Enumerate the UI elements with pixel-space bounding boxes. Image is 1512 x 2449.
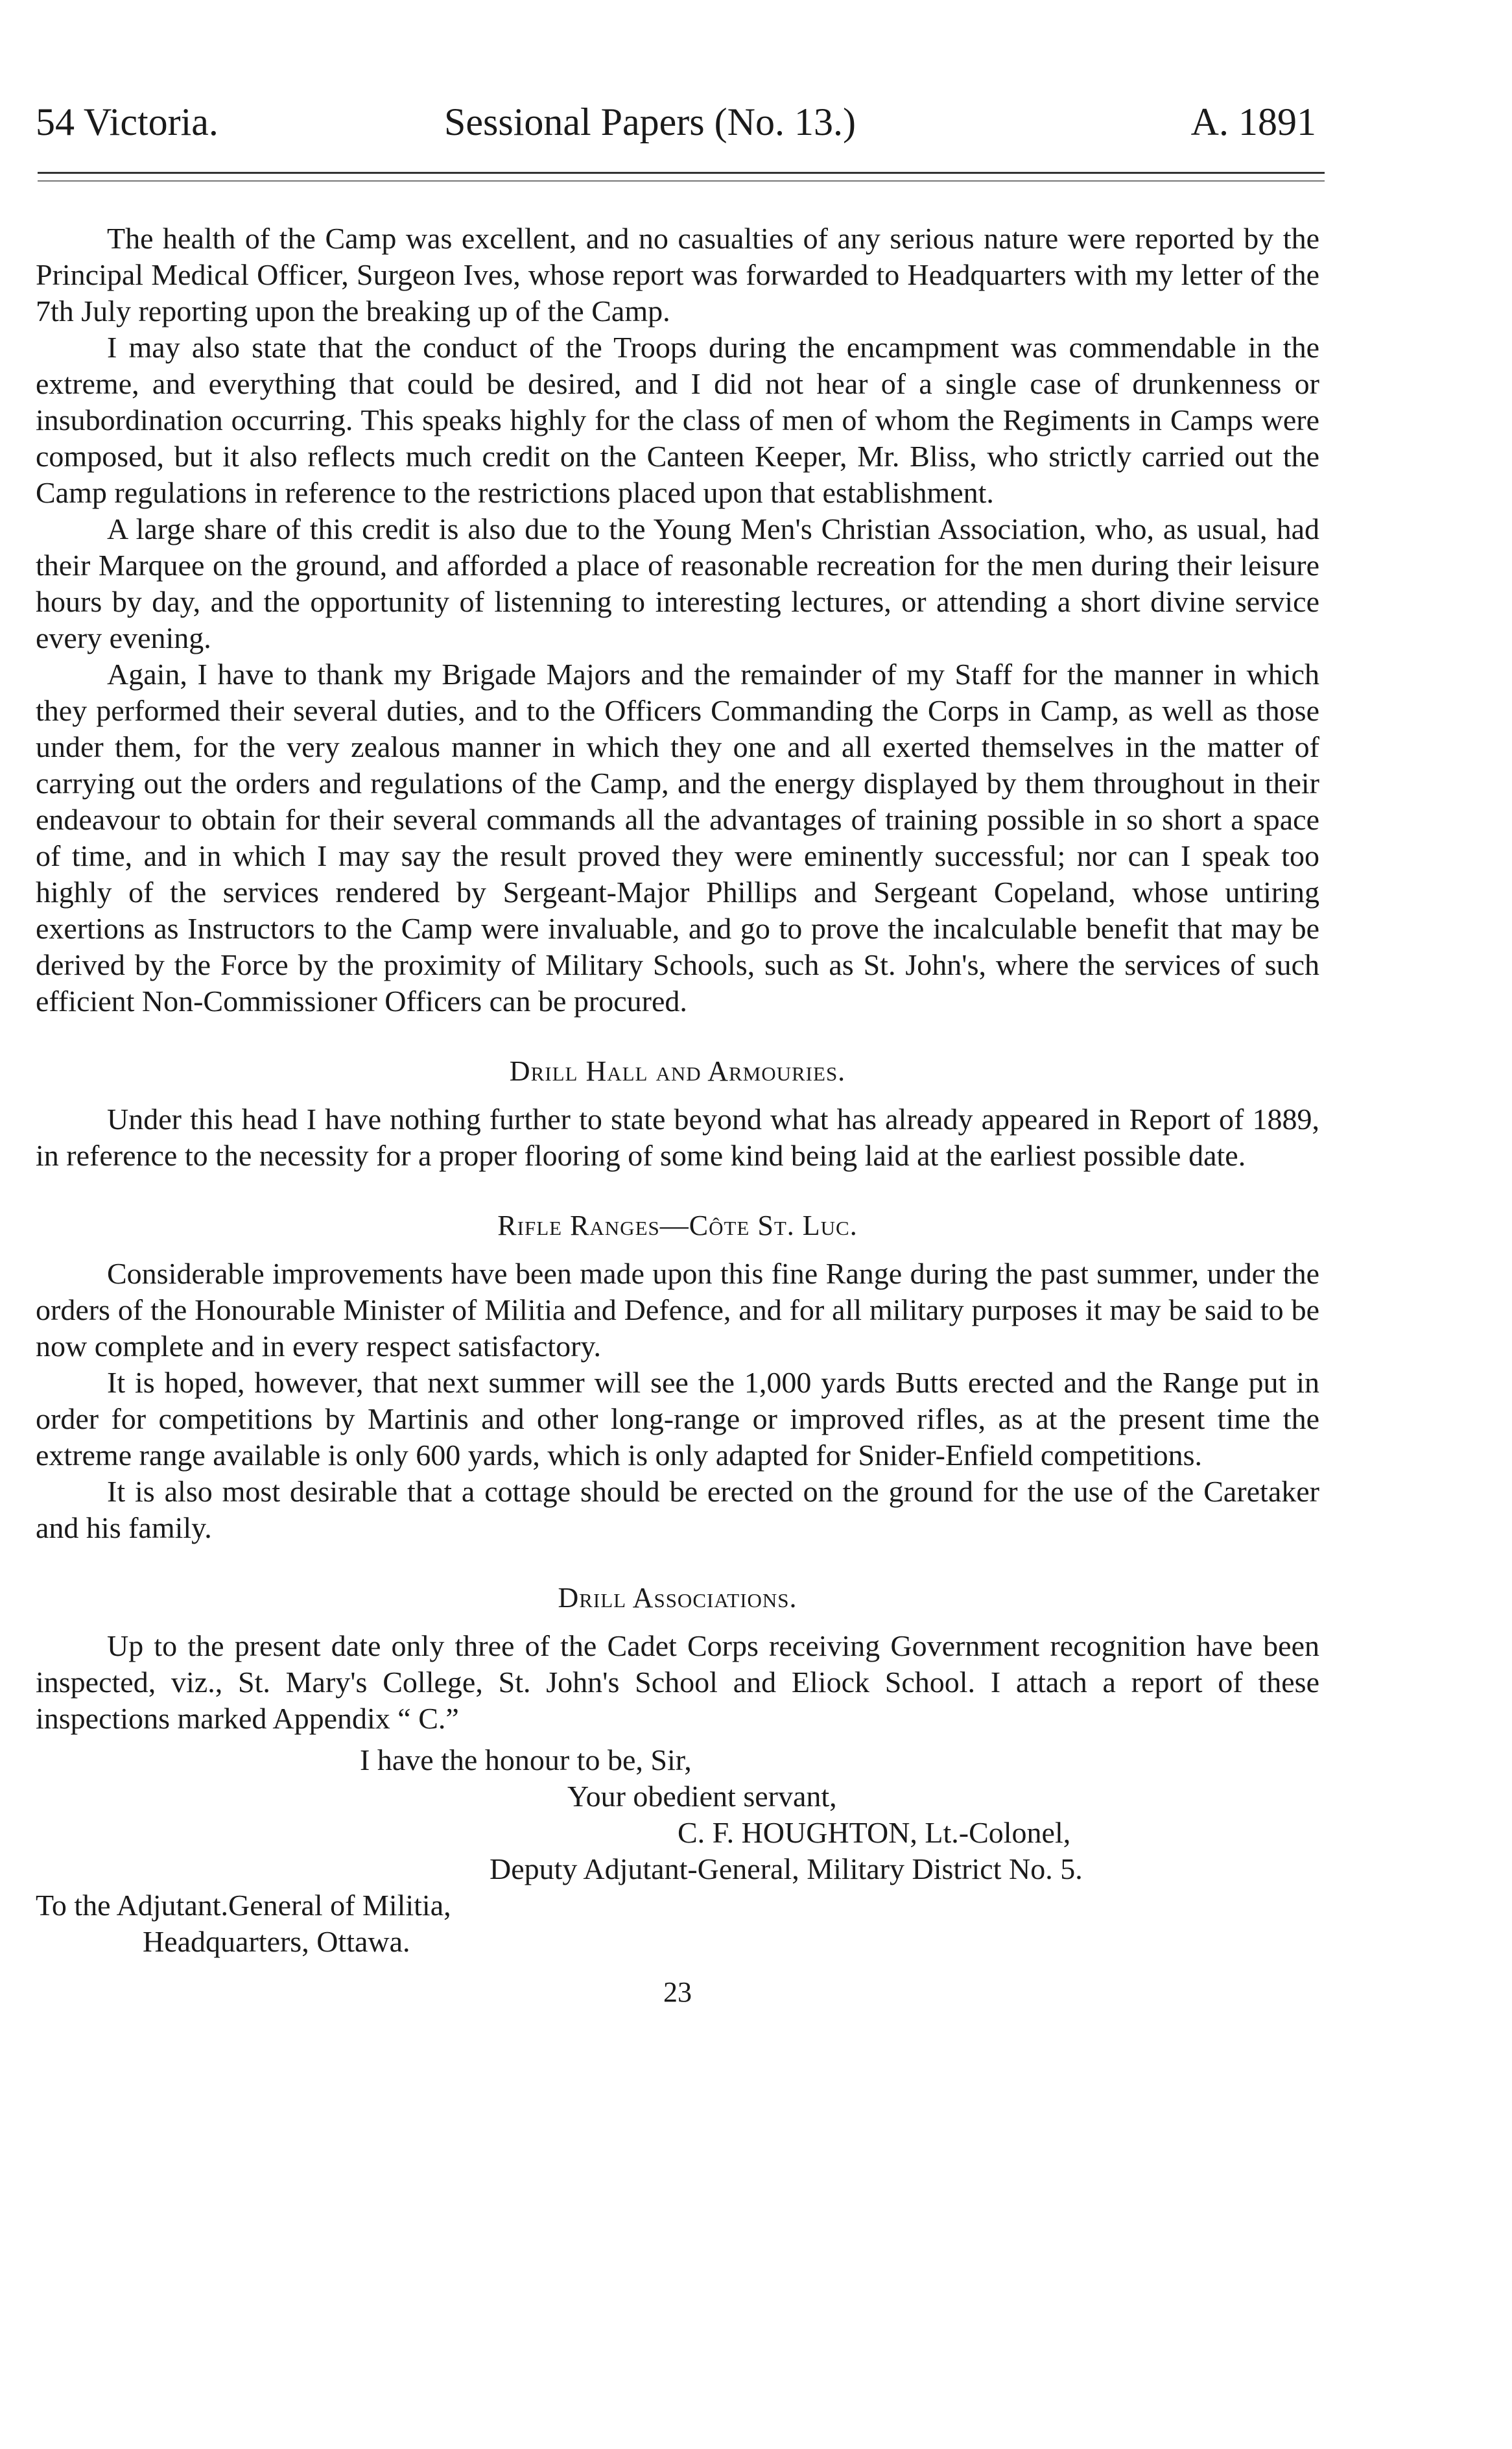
page-number: 23 xyxy=(663,1976,692,2008)
paragraph-thanks: Again, I have to thank my Brigade Majors and the remainder of my Staff for the manner in which they performed their several duties, and to the Officers Commanding the Corps in Camp, as well as those under them, for the very zealous manner in which they one and all exerted themselves in the matter of carrying out the orders and regulations of the Camp, and the energy displayed by them throughout in their endeavour to obtain for their several commands all the advantages of training possible in so short a space of time, and in which I may say the result proved they were eminently successful; nor can I speak too highly of the services rendered by Sergeant-Major Phillips and Sergeant Copeland, whose untiring exertions as Instructors to the Camp were invaluable, and go to prove the incalculable benefit that may be derived by the Force by the proximity of Military Schools, such as St. John's, where the services of such efficient Non-Commissioner Officers can be procured. xyxy=(36,658,1319,1018)
running-header xyxy=(36,96,1316,148)
header-title: Sessional Papers (No. 13.) xyxy=(444,101,856,143)
paragraph-range-improvements: Considerable improvements have been made upon this fine Range during the past summer, under the orders of the Honourable Minister of Militia and Defence, and for all military purposes it may be said to be now complete and in every respect satisfactory. xyxy=(36,1257,1319,1363)
signature-block xyxy=(36,1742,1319,1887)
signature-name: C. F. HOUGHTON, Lt.-Colonel, xyxy=(678,1816,1071,1849)
paragraph-range-cottage: It is also most desirable that a cottage should be erected on the ground for the use of the Caretaker and his family. xyxy=(36,1475,1319,1544)
recipient-address xyxy=(36,1887,1319,1960)
address-line-1: To the Adjutant.General of Militia, xyxy=(36,1889,451,1922)
heading-drill-associations: Drill Associations. xyxy=(558,1582,797,1614)
body-text xyxy=(36,221,1319,2011)
address-line-2: Headquarters, Ottawa. xyxy=(143,1925,410,1958)
heading-drill-hall: Drill Hall and Armouries. xyxy=(509,1055,846,1087)
signature-closing: I have the honour to be, Sir, xyxy=(360,1743,692,1776)
paragraph-ymca: A large share of this credit is also due to the Young Men's Christian Association, who, as usual, had their Marquee on the ground, and afforded a place of reasonable recreation for the men during their leisure hours by day, and the opportunity of listenning to interesting lectures, or attending a short divine service every evening. xyxy=(36,512,1319,654)
header-rule xyxy=(38,172,1325,174)
header-rule-secondary xyxy=(38,180,1325,182)
paragraph-cadet-corps: Up to the present date only three of the Cadet Corps receiving Government recognition have been inspected, viz., St. Mary's College, St. John's School and Eliock School. I attach a report of these inspections marked Appendix “ C.” xyxy=(36,1629,1319,1735)
paragraph-camp-health: The health of the Camp was excellent, and no casualties of any serious nature were reported by the Principal Medical Officer, Surgeon Ives, whose report was forwarded to Headquarters with my letter of the 7th July reporting upon the breaking up of the Camp. xyxy=(36,222,1319,328)
paragraph-range-butts: It is hoped, however, that next summer will see the 1,000 yards Butts erected and the Range put in order for competitions by Martinis and other long-range or improved rifles, as at the present time the extreme range available is only 600 yards, which is only adapted for Snider-Enfield competitions. xyxy=(36,1366,1319,1472)
paragraph-drill-hall: Under this head I have nothing further to state beyond what has already appeared in Report of 1889, in reference to the necessity for a proper flooring of some kind being laid at the earliest possible date. xyxy=(36,1103,1319,1172)
header-volume: 54 Victoria. xyxy=(36,101,219,143)
heading-rifle-ranges: Rifle Ranges—Côte St. Luc. xyxy=(497,1210,858,1241)
signature-title: Deputy Adjutant-General, Military District No. 5. xyxy=(490,1852,1083,1885)
header-year: A. 1891 xyxy=(1190,101,1316,143)
paragraph-troop-conduct: I may also state that the conduct of the Troops during the encampment was commendable in the extreme, and everything that could be desired, and I did not hear of a single case of drunkenness or insubordination occurring. This speaks highly for the class of men of whom the Regiments in Camps were composed, but it also reflects much credit on the Canteen Keeper, Mr. Bliss, who strictly carried out the Camp regulations in reference to the restrictions placed upon that establishment. xyxy=(36,331,1319,509)
signature-servant: Your obedient servant, xyxy=(567,1780,837,1813)
